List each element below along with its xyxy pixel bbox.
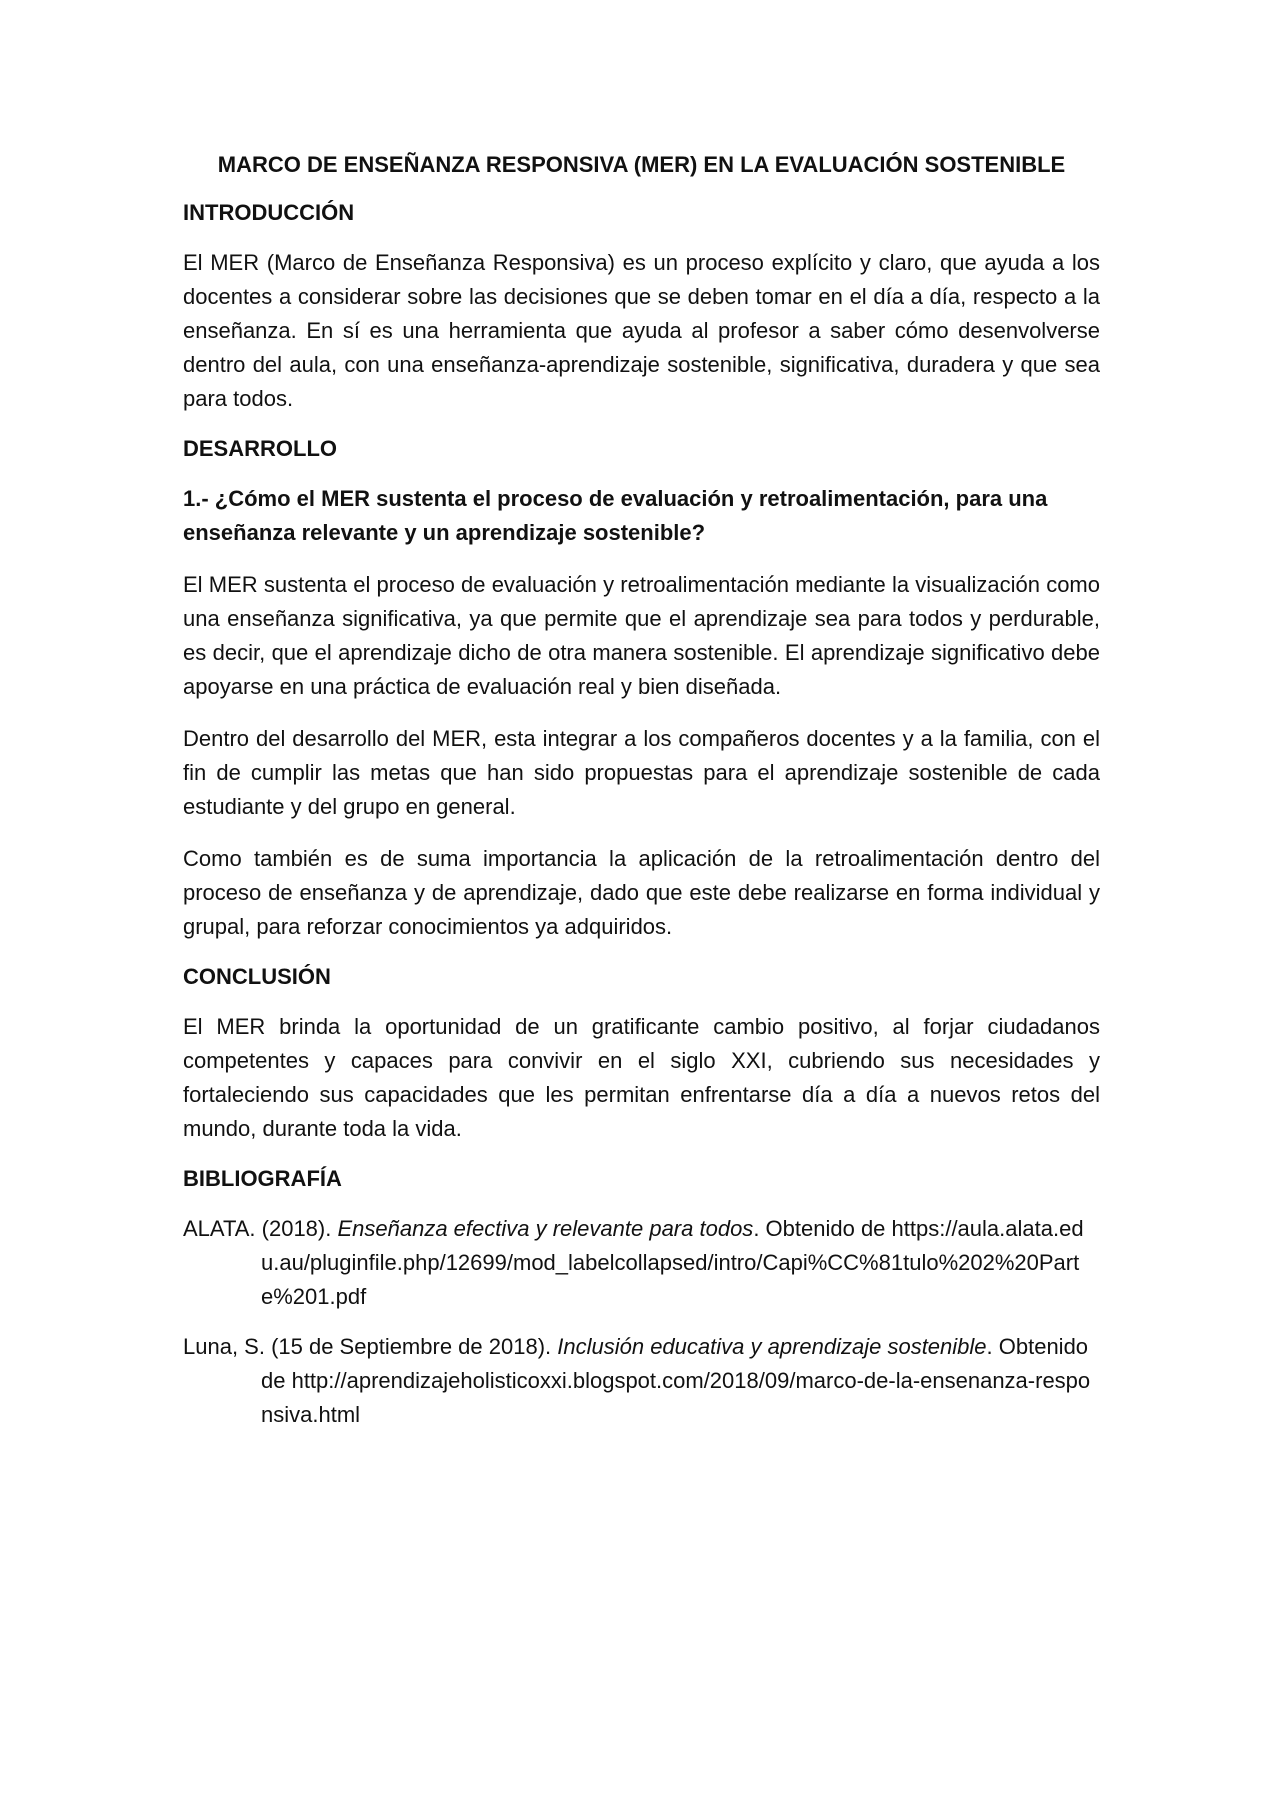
reference-entry-luna xyxy=(183,1330,1100,1432)
reference-suffix: . Obtenido de http://aprendizajeholisticoxxi.blogspot.com/2018/09/marco-de-la-ensenanza-responsiva.html xyxy=(261,1334,1091,1427)
heading-bibliografia: BIBLIOGRAFÍA xyxy=(183,1166,342,1191)
reference-title: Inclusión educativa y aprendizaje sostenible xyxy=(557,1334,987,1359)
heading-desarrollo: DESARROLLO xyxy=(183,436,337,461)
reference-prefix: ALATA. (2018). xyxy=(183,1216,338,1241)
reference-suffix: . Obtenido de https://aula.alata.edu.au/pluginfile.php/12699/mod_labelcollapsed/intro/Capi%CC%81tulo%202%20Parte%201.pdf xyxy=(261,1216,1084,1309)
conclusion-paragraph: El MER brinda la oportunidad de un gratificante cambio positivo, al forjar ciudadanos competentes y capaces para convivir en el siglo XXI, cubriendo sus necesidades y fortaleciendo sus capacidades que les permitan enfrentarse día a día a nuevos retos del mundo, durante toda la vida. xyxy=(183,1014,1100,1141)
heading-introduccion: INTRODUCCIÓN xyxy=(183,200,355,225)
desarrollo-paragraph-1: El MER sustenta el proceso de evaluación y retroalimentación mediante la visualización como una enseñanza significativa, ya que permite que el aprendizaje sea para todos y perdurable, es decir, que el aprendizaje dicho de otra manera sostenible. El aprendizaje significativo debe apoyarse en una práctica de evaluación real y bien diseñada. xyxy=(183,572,1100,699)
reference-title: Enseñanza efectiva y relevante para todos xyxy=(337,1216,754,1241)
document-body xyxy=(183,150,1100,1448)
reference-prefix: Luna, S. (15 de Septiembre de 2018). xyxy=(183,1334,558,1359)
desarrollo-question: 1.- ¿Cómo el MER sustenta el proceso de evaluación y retroalimentación, para una enseñanza relevante y un aprendizaje sostenible? xyxy=(183,486,1048,545)
reference-entry-alata xyxy=(183,1212,1100,1314)
document-title: MARCO DE ENSEÑANZA RESPONSIVA (MER) EN LA EVALUACIÓN SOSTENIBLE xyxy=(217,152,1066,177)
desarrollo-paragraph-2: Dentro del desarrollo del MER, esta integrar a los compañeros docentes y a la familia, con el fin de cumplir las metas que han sido propuestas para el aprendizaje sostenible de cada estudiante y del grupo en general. xyxy=(183,726,1100,819)
intro-paragraph: El MER (Marco de Enseñanza Responsiva) es un proceso explícito y claro, que ayuda a los docentes a considerar sobre las decisiones que se deben tomar en el día a día, respecto a la enseñanza. En sí es una herramienta que ayuda al profesor a saber cómo desenvolverse dentro del aula, con una enseñanza-aprendizaje sostenible, significativa, duradera y que sea para todos. xyxy=(183,250,1100,411)
heading-conclusion: CONCLUSIÓN xyxy=(183,964,331,989)
desarrollo-paragraph-3: Como también es de suma importancia la aplicación de la retroalimentación dentro del proceso de enseñanza y de aprendizaje, dado que este debe realizarse en forma individual y grupal, para reforzar conocimientos ya adquiridos. xyxy=(183,846,1100,939)
